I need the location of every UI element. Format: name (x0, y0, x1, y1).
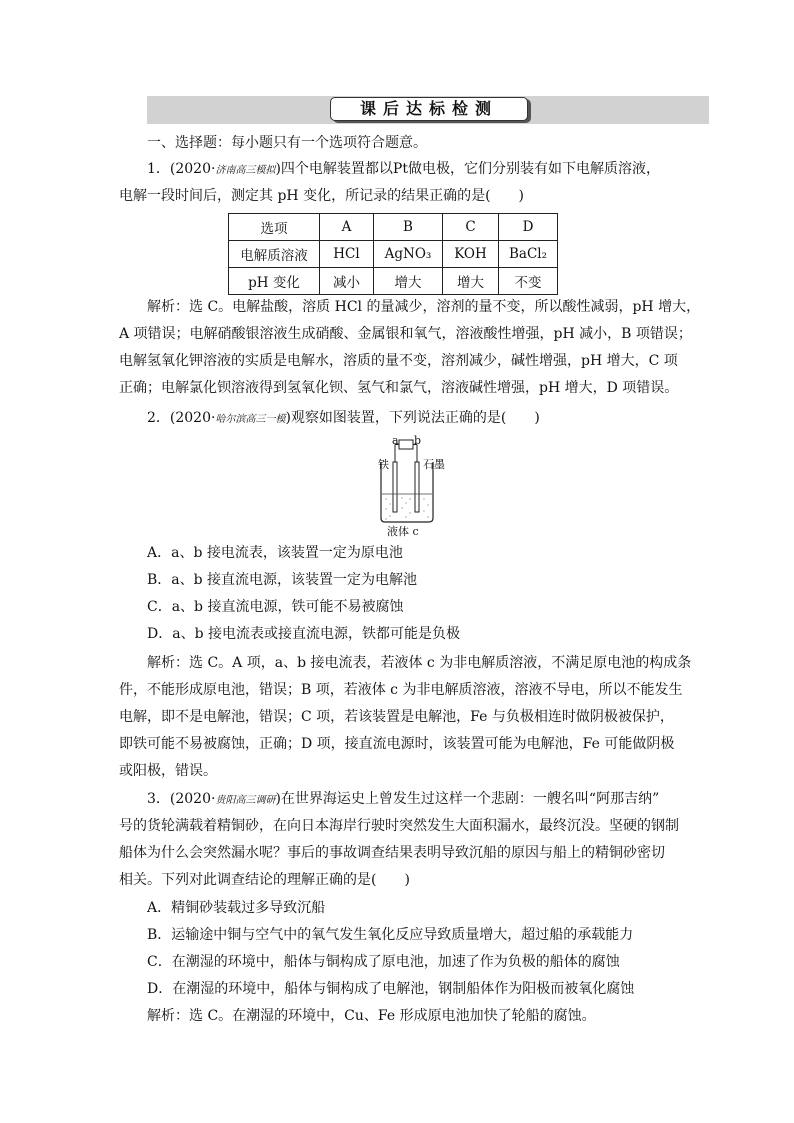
q2-analysis-line: 解析：选 C。A 项，a、b 接电流表，若液体 c 为非电解质溶液，不满足原电池的构成条 (147, 655, 692, 671)
q1-source: 济南高三模拟 (215, 165, 276, 176)
table-cell: AgNO₃ (374, 241, 443, 268)
table-cell: D (499, 214, 558, 241)
q1-analysis-line: 正确；电解氯化钡溶液得到氢氧化钡、氢气和氯气，溶液碱性增强，pH 增大，D 项错误。 (119, 380, 679, 396)
q1-stem-line-1: 1．(2020·济南高三模拟)四个电解装置都以Pt做电极，它们分别装有如下电解质溶液， (147, 161, 660, 177)
table-cell: 增大 (374, 268, 443, 295)
section-heading: 一、选择题：每小题只有一个选项符合题意。 (147, 135, 427, 151)
q2-option-c: C．a、b 接直流电源，铁可能不易被腐蚀 (147, 599, 404, 615)
q3-stem-text: 在世界海运史上曾发生过这样一个悲剧：一艘名叫“阿那吉纳” (280, 791, 660, 807)
table-cell: A (320, 214, 374, 241)
iron-electrode-label: 铁 (378, 458, 389, 471)
table-cell: C (443, 214, 499, 241)
q1-analysis-line: 解析：选 C。电解盐酸，溶质 HCl 的量减少，溶剂的量不变，所以酸性减弱，pH 增大， (147, 299, 701, 315)
table-cell: BaCl₂ (499, 241, 558, 268)
q2-analysis-line: 电解，即不是电解池，错误；C 项，若该装置是电解池，Fe 与负极相连时做阴极被保护， (119, 709, 674, 725)
q3-stem-line: 相关。下列对此调查结论的理解正确的是( ) (119, 872, 410, 888)
q2-analysis-line: 件，不能形成原电池，错误；B 项，若液体 c 为非电解质溶液，溶液不导电，所以不能发生 (119, 682, 683, 698)
apparatus-diagram (373, 436, 453, 536)
q3-stem-line: 号的货轮满载着精铜砂，在向日本海岸行驶时突然发生大面积漏水，最终沉没。坚硬的钢制 (119, 818, 679, 834)
q3-option-d: D．在潮湿的环境中，船体与铜构成了电解池，钢制船体作为阳极而被氧化腐蚀 (147, 981, 635, 997)
graphite-electrode-label: 石墨 (423, 458, 445, 471)
q3-option-c: C．在潮湿的环境中，船体与铜构成了原电池，加速了作为负极的船体的腐蚀 (147, 954, 620, 970)
figure-caption: 液体 c (387, 525, 419, 538)
q1-analysis-line: A 项错误；电解硝酸银溶液生成硝酸、金属银和氧气，溶液酸性增强，pH 减小，B 项错误； (119, 326, 692, 342)
q2-source: 哈尔滨高三一模 (215, 414, 286, 425)
page-title: 课后达标检测 (330, 97, 528, 121)
q3-option-a: A．精铜砂装载过多导致沉船 (147, 900, 326, 916)
table-row (229, 268, 558, 295)
q3-option-b: B．运输途中铜与空气中的氧气发生氧化反应导致质量增大，超过船的承载能力 (147, 927, 634, 943)
q3-stem-line-1: 3．(2020·贵阳高三调研)在世界海运史上曾发生过这样一个悲剧：一艘名叫“阿那吉纳” (147, 791, 660, 807)
table-row (229, 241, 558, 268)
q2-stem-text: 观察如图装置，下列说法正确的是( ) (290, 410, 540, 426)
q3-stem-line: 船体为什么会突然漏水呢？事后的事故调查结果表明导致沉船的原因与船上的精铜砂密切 (119, 845, 665, 861)
table-cell: KOH (443, 241, 499, 268)
q2-stem: 2．(2020·哈尔滨高三一模)观察如图装置，下列说法正确的是( ) (147, 410, 540, 426)
q2-option-b: B．a、b 接直流电源，该装置一定为电解池 (147, 572, 418, 588)
q2-option-a: A．a、b 接电流表，该装置一定为原电池 (147, 545, 403, 561)
table-cell: 减小 (320, 268, 374, 295)
q2-analysis-line: 或阳极，错误。 (119, 763, 217, 779)
q1-stem-line-2: 电解一段时间后，测定其 pH 变化，所记录的结果正确的是( ) (119, 188, 524, 204)
q1-options-table (228, 213, 558, 295)
table-cell: pH 变化 (229, 268, 320, 295)
table-cell: 选项 (229, 214, 320, 241)
q3-analysis: 解析：选 C。在潮湿的环境中，Cu、Fe 形成原电池加快了轮船的腐蚀。 (147, 1008, 596, 1024)
terminal-a-label: a (392, 434, 399, 447)
terminal-b-label: b (414, 434, 422, 447)
q1-analysis-line: 电解氢氧化钾溶液的实质是电解水，溶质的量不变，溶剂减少，碱性增强，pH 增大，C 项 (119, 353, 678, 369)
title-banner (147, 96, 709, 124)
table-row (229, 214, 558, 241)
table-cell: B (374, 214, 443, 241)
table-cell: 电解质溶液 (229, 241, 320, 268)
electrolysis-apparatus-figure (373, 436, 453, 536)
q1-stem: 四个电解装置都以Pt做电极，它们分别装有如下电解质溶液， (280, 161, 660, 177)
q2-number: 2．(2020· (147, 410, 216, 426)
table-cell: 增大 (443, 268, 499, 295)
q2-analysis-line: 即铁可能不易被腐蚀，正确；D 项，接直流电源时，该装置可能为电解池，Fe 可能做阴极 (119, 736, 675, 752)
q3-number: 3．(2020· (147, 791, 216, 807)
table-cell: 不变 (499, 268, 558, 295)
q1-number: 1．(2020· (147, 161, 216, 177)
table-cell: HCl (320, 241, 374, 268)
q2-option-d: D．a、b 接电流表或接直流电源，铁都可能是负极 (147, 626, 460, 642)
q3-source: 贵阳高三调研 (215, 795, 276, 806)
